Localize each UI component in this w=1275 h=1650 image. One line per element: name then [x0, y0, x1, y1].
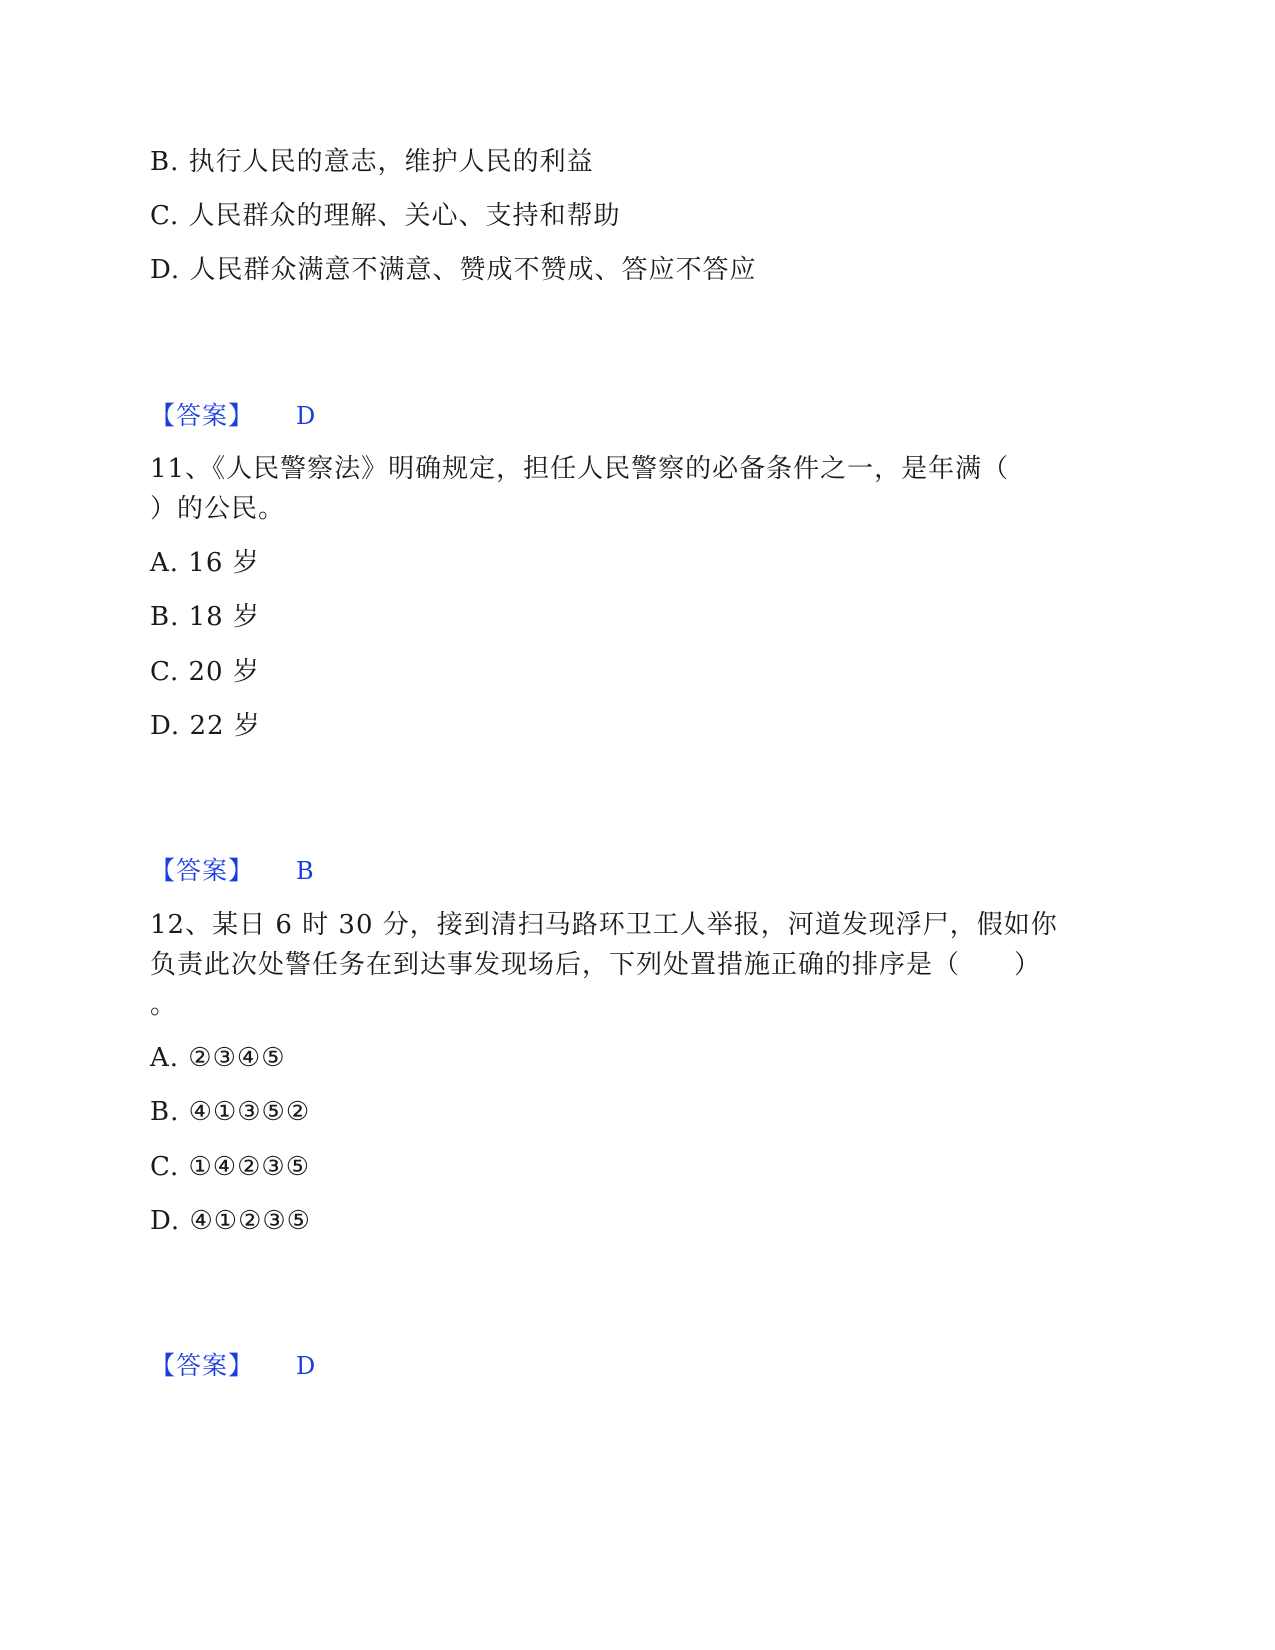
q12-option-d: D. ④①②③⑤: [150, 1206, 311, 1236]
q10-option-d: D. 人民群众满意不满意、赞成不赞成、答应不答应: [150, 255, 757, 285]
q11-option-c: C. 20 岁: [150, 657, 260, 687]
q10-answer: [150, 396, 316, 436]
q12-stem-line2: 负责此次处警任务在到达事发现场后，下列处置措施正确的排序是（ ）: [150, 950, 1042, 980]
q11-answer: [150, 851, 315, 891]
q11-option-a: A. 16 岁: [150, 548, 260, 578]
answer-value: D: [296, 1352, 317, 1380]
answer-label: 【答案】: [150, 401, 255, 430]
q12-option-a: A. ②③④⑤: [150, 1043, 286, 1073]
q12-option-c: C. ①④②③⑤: [150, 1152, 311, 1182]
q10-option-c: C. 人民群众的理解、关心、支持和帮助: [150, 201, 621, 231]
q11-option-b: B. 18 岁: [150, 602, 260, 632]
q11-stem-line1: 11、《人民警察法》明确规定，担任人民警察的必备条件之一，是年满（: [150, 454, 1010, 484]
q12-option-b: B. ④①③⑤②: [150, 1097, 311, 1127]
q10-option-b: B. 执行人民的意志，维护人民的利益: [150, 147, 594, 177]
q12-stem-line3: 。: [150, 990, 178, 1020]
q12-answer: [150, 1346, 316, 1386]
q11-option-d: D. 22 岁: [150, 711, 261, 741]
answer-label: 【答案】: [150, 856, 255, 885]
q11-stem-line2: ）的公民。: [150, 494, 286, 524]
q12-stem-line1: 12、某日 6 时 30 分，接到清扫马路环卫工人举报，河道发现浮尸，假如你: [150, 910, 1058, 940]
answer-label: 【答案】: [150, 1351, 255, 1380]
answer-value: B: [296, 857, 315, 885]
answer-value: D: [296, 402, 317, 430]
